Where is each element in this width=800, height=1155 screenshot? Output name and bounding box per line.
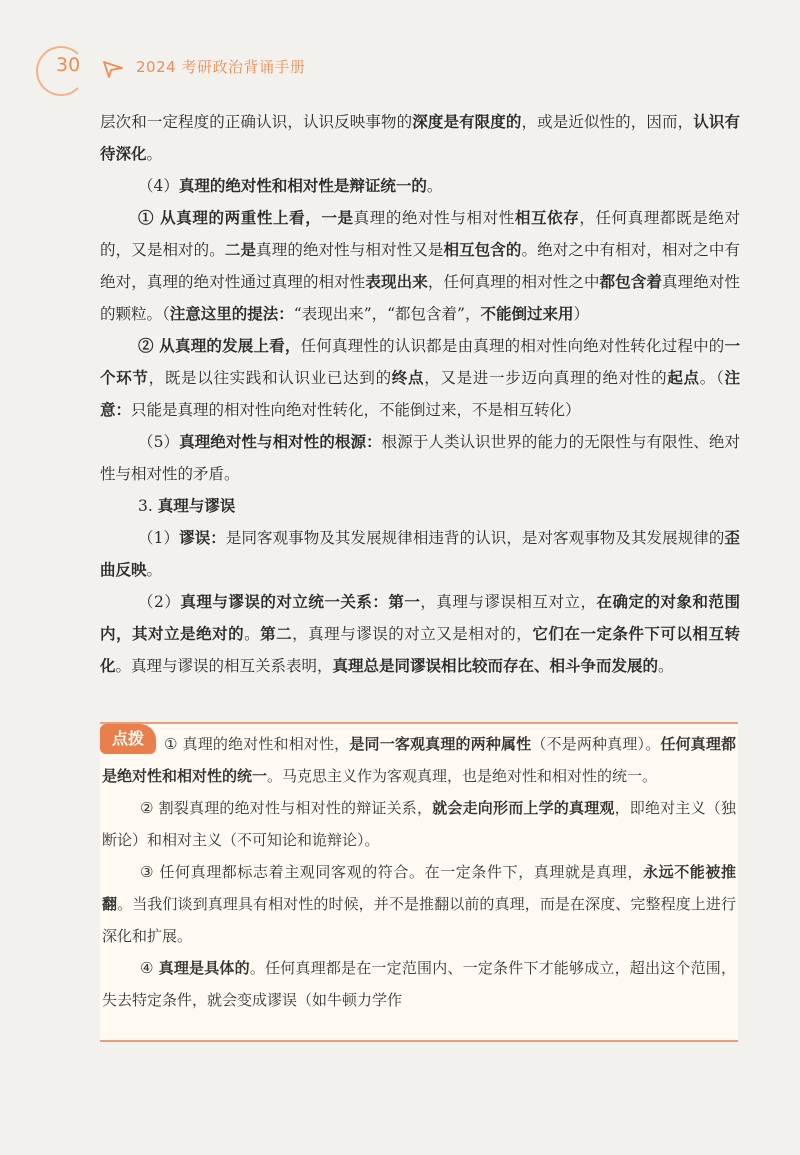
body-text-run: 。（ xyxy=(699,369,725,387)
body-text-run: 真理与谬误 xyxy=(157,496,236,515)
body-text-run: 。 xyxy=(146,561,163,579)
paragraph xyxy=(100,170,740,202)
tip-paragraph xyxy=(102,792,736,856)
body-text-run: 认识有待深化 xyxy=(100,112,740,163)
body-text-run: 歪曲反映 xyxy=(100,528,740,579)
body-text-run: ，又是进一步迈向真理的绝对性的 xyxy=(424,369,668,387)
body-text-run: 。真理与谬误的相互关系表明， xyxy=(115,657,333,675)
body-text-run: 都包含着 xyxy=(599,272,663,291)
body-text-run: （1） xyxy=(138,529,180,547)
paragraph xyxy=(100,426,740,490)
body-text-run: （4） xyxy=(138,177,179,195)
tip-text-run: ③ 任何真理都标志着主观同客观的符合。在一定条件下，真理就是真理， xyxy=(140,863,643,881)
body-text-run: ① 从真理的两重性上看，一是 xyxy=(138,208,354,227)
main-text xyxy=(100,106,740,682)
paragraph xyxy=(100,490,740,522)
body-text-run: 起点 xyxy=(667,368,700,387)
body-text-run: ，既是以往实践和认识业已达到的 xyxy=(148,369,392,387)
paragraph xyxy=(100,330,740,426)
body-text-run: 第二 xyxy=(260,624,293,643)
page-number: 30 xyxy=(56,54,81,76)
body-text-run: 根源于人类认识世界的能力的无限性与有限性、绝对性与相对性的矛盾。 xyxy=(100,433,740,483)
body-text-run: 相互包含的 xyxy=(443,240,522,259)
body-text-run: 深度是有限度的 xyxy=(412,112,522,131)
tip-text-run: 是同一客观真理的两种属性 xyxy=(349,735,532,753)
body-text-run: 在确定的对象和范围内，其对立是绝对的 xyxy=(100,592,740,643)
tip-text-run: 。马克思主义作为客观真理，也是绝对性和相对性的统一。 xyxy=(267,767,658,785)
body-text-run: “表现出来”，“都包含着”， xyxy=(293,305,481,323)
tip-box xyxy=(100,722,738,1042)
body-text-run: 它们在一定条件下可以相互转化 xyxy=(100,624,740,675)
tip-text-run: （不是两种真理）。 xyxy=(531,735,661,753)
tip-text-run: 。当我们谈到真理具有相对性的时候，并不是推翻以前的真理，而是在深度、完整程度上进行深化和扩展。 xyxy=(102,895,736,945)
body-text-run: 是同客观事物及其发展规律相违背的认识，是对客观事物及其发展规律的 xyxy=(225,529,725,547)
body-text-run: 。 xyxy=(146,145,163,163)
tip-text-run: 。任何真理都是在一定范围内、一定条件下才能够成立，超出这个范围，失去特定条件，就会变成谬误（如牛顿力学作 xyxy=(102,959,736,1009)
paragraph xyxy=(100,522,740,586)
tip-text-run: ① 真理的绝对性和相对性， xyxy=(164,735,350,753)
paragraph xyxy=(100,106,740,170)
body-text-run: 不能倒过来用 xyxy=(480,304,574,323)
body-text-run: 注意这里的提法： xyxy=(169,304,294,323)
body-text-run: 二是 xyxy=(224,240,257,259)
body-text-run: 终点 xyxy=(391,368,425,387)
body-text-run: 注意： xyxy=(100,368,740,419)
paragraph xyxy=(100,202,740,330)
book-title: 2024 考研政治背诵手册 xyxy=(136,58,306,76)
page-header xyxy=(36,40,756,90)
body-text-run: 表现出来 xyxy=(365,272,428,291)
tip-text-run: ，即绝对主义（独断论）和相对主义（不可知论和诡辩论）。 xyxy=(102,799,736,849)
body-text-run: 真理的绝对性与相对性又是 xyxy=(256,241,444,259)
body-text-run: （5） xyxy=(138,433,180,451)
body-text-run: 真理绝对性与相对性的根源： xyxy=(179,432,382,451)
body-text-run: 相互依存 xyxy=(514,208,580,227)
tip-badge xyxy=(100,724,156,754)
body-text-run: ） xyxy=(573,305,590,323)
body-text-run: ，任何真理都既是绝对的，又是相对的。 xyxy=(100,209,740,259)
tip-paragraph xyxy=(102,952,736,1016)
body-text-run: 真理总是同谬误相比较而存在、相斗争而发展的 xyxy=(332,656,659,675)
body-text-run: 3. xyxy=(138,497,158,515)
body-text-run: 层次和一定程度的正确认识，认识反映事物的 xyxy=(100,113,413,131)
body-text-run: 真理与谬误的对立统一关系：第一 xyxy=(180,592,421,611)
body-text-run: ，真理与谬误相互对立， xyxy=(420,593,597,611)
body-text-run: 只能是真理的相对性向绝对性转化，不能倒过来，不是相互转化） xyxy=(131,401,581,419)
paragraph xyxy=(100,586,740,682)
tip-text-run: ④ xyxy=(140,959,159,977)
tip-text-run: ② 割裂真理的绝对性与相对性的辩证关系， xyxy=(140,799,433,817)
body-text-run: 。 xyxy=(658,657,674,675)
body-text-run: （2） xyxy=(138,593,181,611)
body-text-run: 。 xyxy=(244,625,261,643)
body-text-run: 。绝对之中有相对，相对之中有绝对，真理的绝对性通过真理的相对性 xyxy=(100,241,740,291)
tip-text-run: 真理是具体的 xyxy=(158,959,250,977)
tip-paragraph xyxy=(102,728,736,792)
body-text-run: ，或是近似性的，因而， xyxy=(521,113,694,131)
tip-content xyxy=(102,728,736,1016)
tip-paragraph xyxy=(102,856,736,952)
body-text-run: ，任何真理的相对性之中 xyxy=(427,273,600,291)
tip-badge-label: 点拨 xyxy=(111,729,144,748)
body-text-run: ② 从真理的发展上看， xyxy=(138,336,301,355)
tip-text-run: 任何真理都是绝对性和相对性的统一 xyxy=(102,735,736,785)
body-text-run: 。 xyxy=(426,177,443,195)
tip-text-run: 永远不能被推翻 xyxy=(102,863,736,913)
body-text-run: 真理的绝对性与相对性 xyxy=(353,209,515,227)
body-text-run: 一个环节 xyxy=(100,336,740,387)
body-text-run: 真理的绝对性和相对性是辩证统一的 xyxy=(178,176,427,195)
body-text-run: 任何真理性的认识都是由真理的相对性向绝对性转化过程中的 xyxy=(300,337,725,355)
paper-plane-icon xyxy=(102,58,124,80)
tip-text-run: 就会走向形而上学的真理观 xyxy=(432,799,615,817)
body-text-run: ，真理与谬误的对立又是相对的， xyxy=(292,625,533,643)
body-text-run: 真理绝对性的颗粒。（ xyxy=(100,273,740,323)
body-text-run: 谬误： xyxy=(179,528,226,547)
